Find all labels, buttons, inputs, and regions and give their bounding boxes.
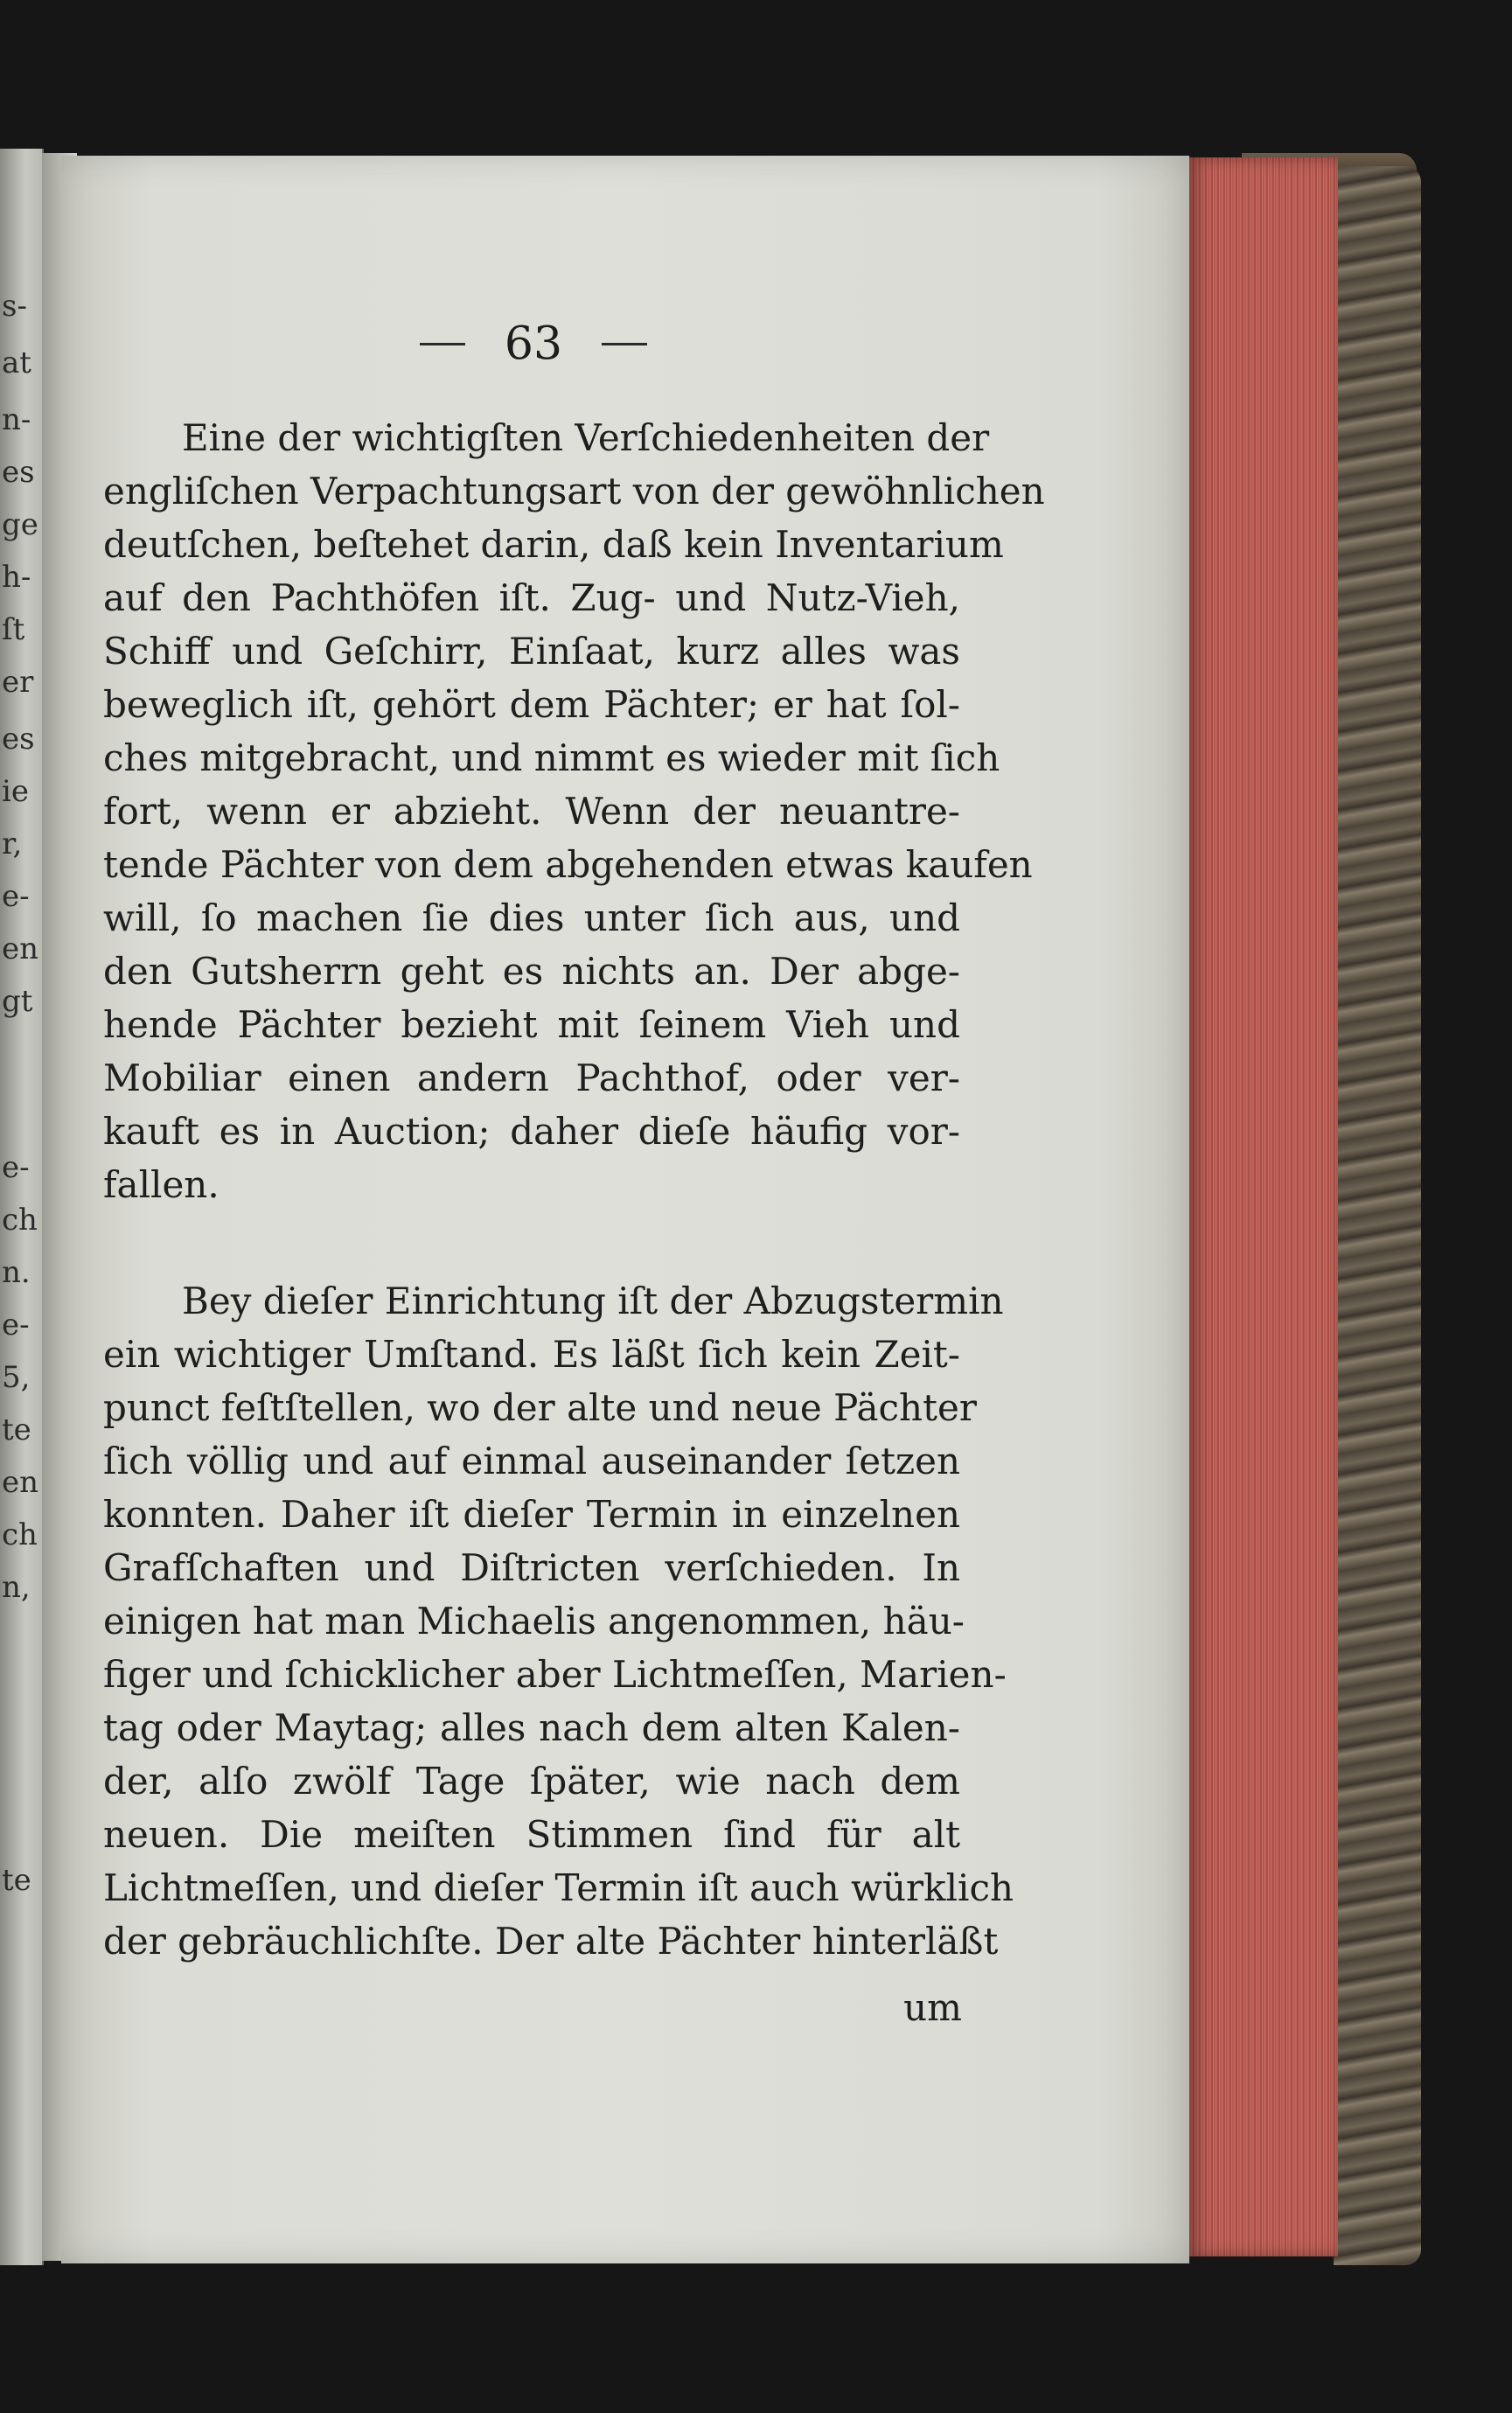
text-line: hende Pächter bezieht mit ſeinem Vieh und bbox=[103, 1003, 960, 1046]
text-line: der gebräuchlichſte. Der alte Pächter hinterläßt bbox=[103, 1920, 999, 1963]
text-line: einigen hat man Michaelis angenommen, häu- bbox=[103, 1600, 965, 1642]
left-page-fragment: ge bbox=[2, 507, 38, 542]
left-page-fragment: te bbox=[2, 1412, 31, 1447]
right-dash bbox=[602, 343, 647, 345]
paragraph-2 bbox=[103, 1274, 1014, 1968]
text-line: Bey dieſer Einrichtung iſt der Abzugstermin bbox=[182, 1280, 1004, 1322]
left-page-fragment: at bbox=[2, 345, 31, 380]
text-line: punct feſtſtellen, wo der alte und neue Pächter bbox=[103, 1386, 977, 1429]
page-number: 63 bbox=[504, 317, 563, 371]
text-line: ſich völlig und auf einmal auseinander ſetzen bbox=[103, 1440, 960, 1482]
left-page-fragment: r, bbox=[2, 826, 23, 861]
left-page-fragment: ie bbox=[2, 774, 29, 809]
left-page-fragment: s- bbox=[2, 289, 27, 324]
left-page-fragment: en bbox=[2, 1465, 39, 1500]
text-line: ein wichtiger Umſtand. Es läßt ſich kein Zeit- bbox=[103, 1333, 960, 1376]
left-page-fragment: en bbox=[2, 931, 39, 966]
left-page-fragment: er bbox=[2, 665, 34, 700]
left-page-fragment: ch bbox=[2, 1517, 38, 1552]
text-line: Eine der wichtigſten Verſchiedenheiten der bbox=[182, 416, 990, 459]
left-dash bbox=[420, 343, 465, 345]
text-line: fort, wenn er abzieht. Wenn der neuantre- bbox=[103, 790, 960, 833]
text-line: figer und ſchicklicher aber Lichtmeſſen, Marien- bbox=[103, 1653, 1007, 1696]
page-number-header bbox=[385, 315, 682, 376]
left-page-fragment: 5, bbox=[2, 1360, 31, 1395]
text-line: kauft es in Auction; daher dieſe häufig vor- bbox=[103, 1110, 960, 1153]
left-page-fragment: e- bbox=[2, 879, 30, 914]
text-line: fallen. bbox=[103, 1163, 219, 1206]
left-page-fragment: e- bbox=[2, 1308, 30, 1342]
catchword: um bbox=[903, 1986, 962, 2029]
text-line: tag oder Maytag; alles nach dem alten Kalen- bbox=[103, 1706, 960, 1749]
text-line: tende Pächter von dem abgehenden etwas kaufen bbox=[103, 843, 1033, 886]
left-page-fragment: es bbox=[2, 722, 35, 757]
text-line: deutſchen, beſtehet darin, daß kein Inventarium bbox=[103, 523, 1004, 566]
book-cover-edge bbox=[1334, 166, 1421, 2265]
text-line: Mobiliar einen andern Pachthof, oder ver- bbox=[103, 1057, 960, 1099]
text-line: Schiff und Geſchirr, Einſaat, kurz alles was bbox=[103, 630, 960, 673]
left-page-fragment: ſt bbox=[2, 612, 25, 647]
left-page-fragment: n, bbox=[2, 1570, 31, 1605]
text-line: neuen. Die meiſten Stimmen ſind für alt bbox=[103, 1813, 960, 1856]
paragraph-1 bbox=[103, 411, 1045, 1211]
left-page-fragment: te bbox=[2, 1863, 31, 1898]
left-page-fragment: n- bbox=[2, 402, 31, 437]
page-edges bbox=[1189, 157, 1338, 2256]
text-line: Grafſchaften und Diſtricten verſchieden. In bbox=[103, 1546, 960, 1589]
left-facing-page bbox=[0, 149, 44, 2265]
text-line: beweglich iſt, gehört dem Pächter; er hat ſol- bbox=[103, 683, 960, 726]
text-line: den Gutsherrn geht es nichts an. Der abge- bbox=[103, 950, 960, 993]
text-line: konnten. Daher iſt dieſer Termin in einzelnen bbox=[103, 1493, 960, 1536]
left-page-fragment: e- bbox=[2, 1150, 30, 1185]
left-page-fragment: n. bbox=[2, 1255, 31, 1290]
text-line: will, ſo machen ſie dies unter ſich aus, und bbox=[103, 896, 960, 939]
text-line: der, alſo zwölf Tage ſpäter, wie nach dem bbox=[103, 1760, 960, 1803]
text-line: Lichtmeſſen, und dieſer Termin iſt auch würklich bbox=[103, 1866, 1014, 1909]
text-line: ches mitgebracht, und nimmt es wieder mit ſich bbox=[103, 736, 1000, 779]
left-page-fragment: h- bbox=[2, 560, 31, 595]
text-line: engliſchen Verpachtungsart von der gewöhnlichen bbox=[103, 470, 1045, 513]
left-page-fragment: ch bbox=[2, 1203, 38, 1238]
text-line: auf den Pachthöfen iſt. Zug- und Nutz-Vieh, bbox=[103, 576, 960, 619]
left-page-fragment: gt bbox=[2, 984, 33, 1019]
left-page-fragment: es bbox=[2, 455, 35, 490]
